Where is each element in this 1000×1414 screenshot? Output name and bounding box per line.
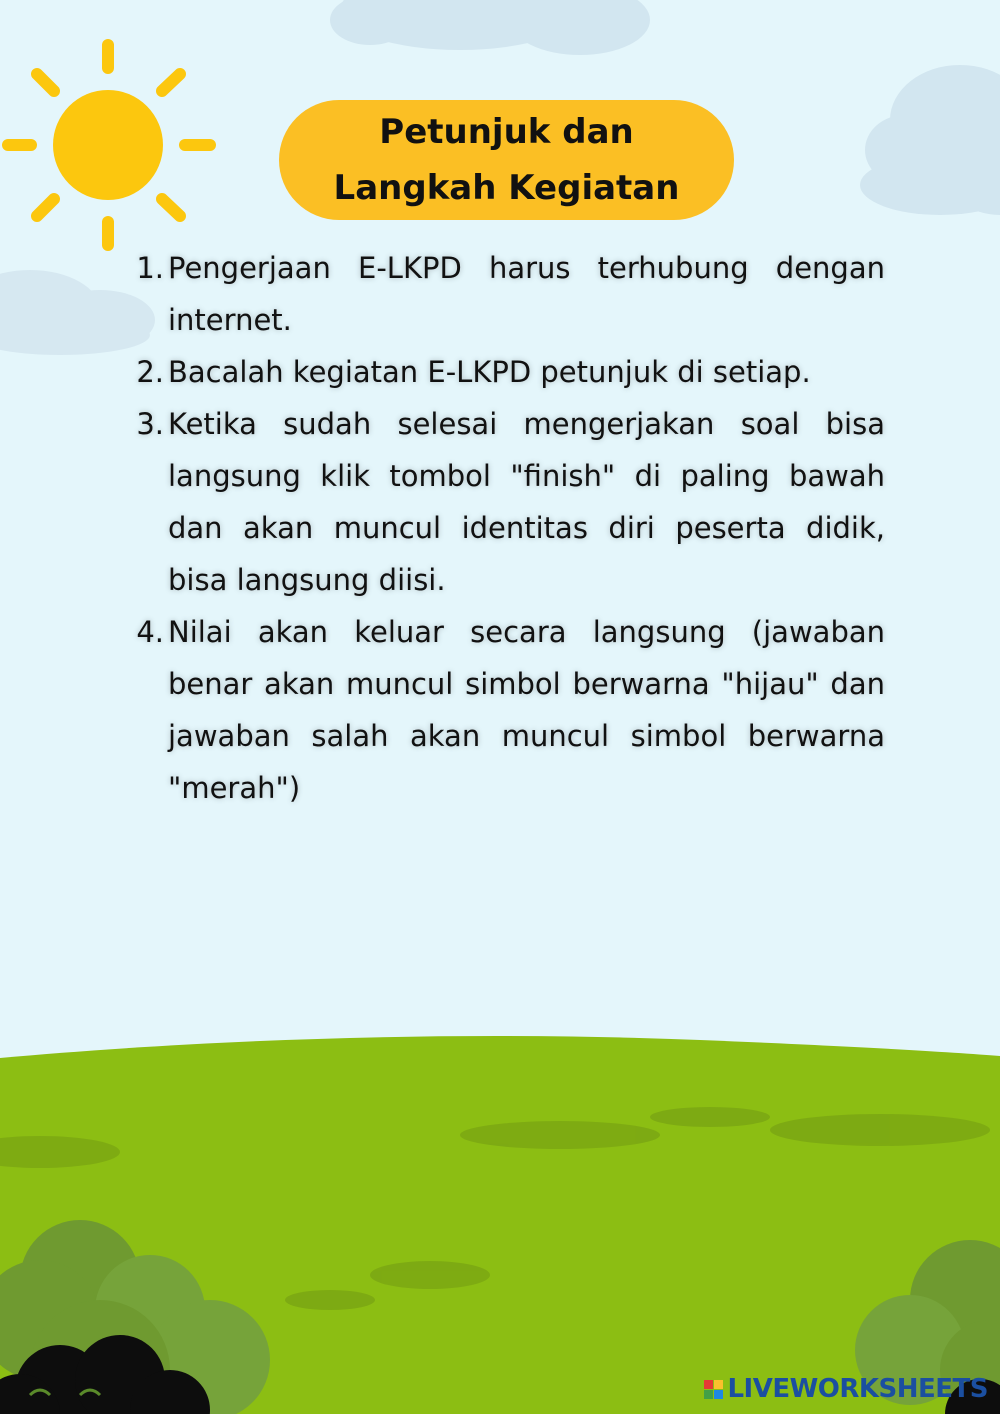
instruction-item-2 (120, 346, 885, 398)
instruction-text: Pengerjaan E-LKPD harus terhubung dengan internet. (168, 251, 885, 337)
instruction-text: Nilai akan keluar secara langsung (jawaban benar akan muncul simbol berwarna "hijau" dan jawaban salah akan muncul simbol berwarna "merah") (168, 615, 885, 805)
title-line-1: Petunjuk dan (379, 112, 634, 152)
title-line-2: Langkah Kegiatan (333, 168, 680, 208)
instruction-number: 3. (136, 407, 164, 441)
instruction-text: Ketika sudah selesai mengerjakan soal bisa langsung klik tombol "finish" di paling bawah dan akan muncul identitas diri peserta didik, bisa langsung diisi. (168, 407, 885, 597)
instruction-list (120, 242, 885, 814)
liveworksheets-logo-icon (704, 1380, 723, 1399)
instruction-item-1 (120, 242, 885, 346)
instruction-number: 2. (136, 355, 164, 389)
instruction-item-4 (120, 606, 885, 814)
liveworksheets-brand[interactable] (704, 1374, 988, 1404)
title-badge (279, 100, 734, 220)
brand-name: LIVEWORKSHEETS (727, 1374, 988, 1404)
instruction-text: Bacalah kegiatan E-LKPD petunjuk di setiap. (168, 355, 811, 389)
instruction-item-3 (120, 398, 885, 606)
instruction-number: 1. (136, 251, 164, 285)
instruction-number: 4. (136, 615, 164, 649)
